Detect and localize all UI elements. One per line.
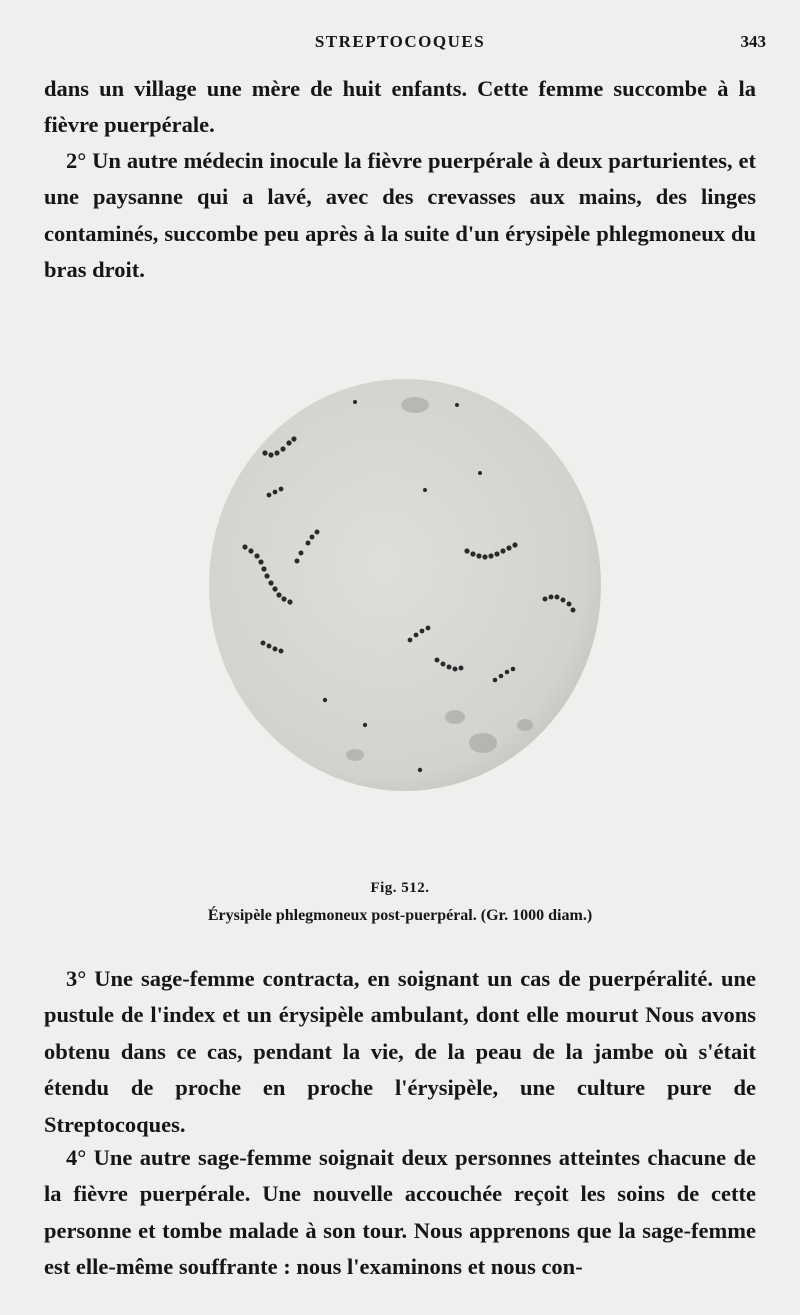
microscope-field: [209, 379, 601, 791]
micrograph-figure: [205, 375, 605, 795]
figure-number: Fig. 512.: [370, 880, 430, 896]
page-number: 343: [740, 32, 766, 51]
running-title: STREPTOCOQUES: [314, 32, 486, 51]
paragraph-continuation: dans un village une mère de huit enfants. Cette femme succombe à la fièvre puerpérale.: [44, 76, 756, 138]
page-header: [0, 32, 800, 56]
paragraph-case-4: 4° Une autre sage-femme soignait deux personnes atteintes chacune de la fièvre puerpérale. Une nouvelle accouchée reçoit les soins de cette personne et tombe malade à son tour. Nous apprenons que la sage-femme est elle-même souffrante : nous l'examinons et nous con-: [44, 1145, 756, 1280]
paragraph-case-2: 2° Un autre médecin inocule la fièvre puerpérale à deux parturientes, et une paysanne qui a lavé, avec des crevasses aux mains, des linges contaminés, succombe peu après à la suite d'un érysipèle phlegmoneux du bras droit.: [44, 148, 756, 283]
paragraph-case-3: 3° Une sage-femme contracta, en soignant un cas de puerpéralité. une pustule de l'index et un érysipèle ambulant, dont elle mourut Nous avons obtenu dans ce cas, pendant la vie, de la peau de la jambe où s'était étendu de proche en proche l'érysipèle, une culture pure de Streptocoques.: [44, 966, 756, 1137]
figure-caption: Érysipèle phlegmoneux post-puerpéral. (Gr. 1000 diam.): [207, 907, 593, 924]
